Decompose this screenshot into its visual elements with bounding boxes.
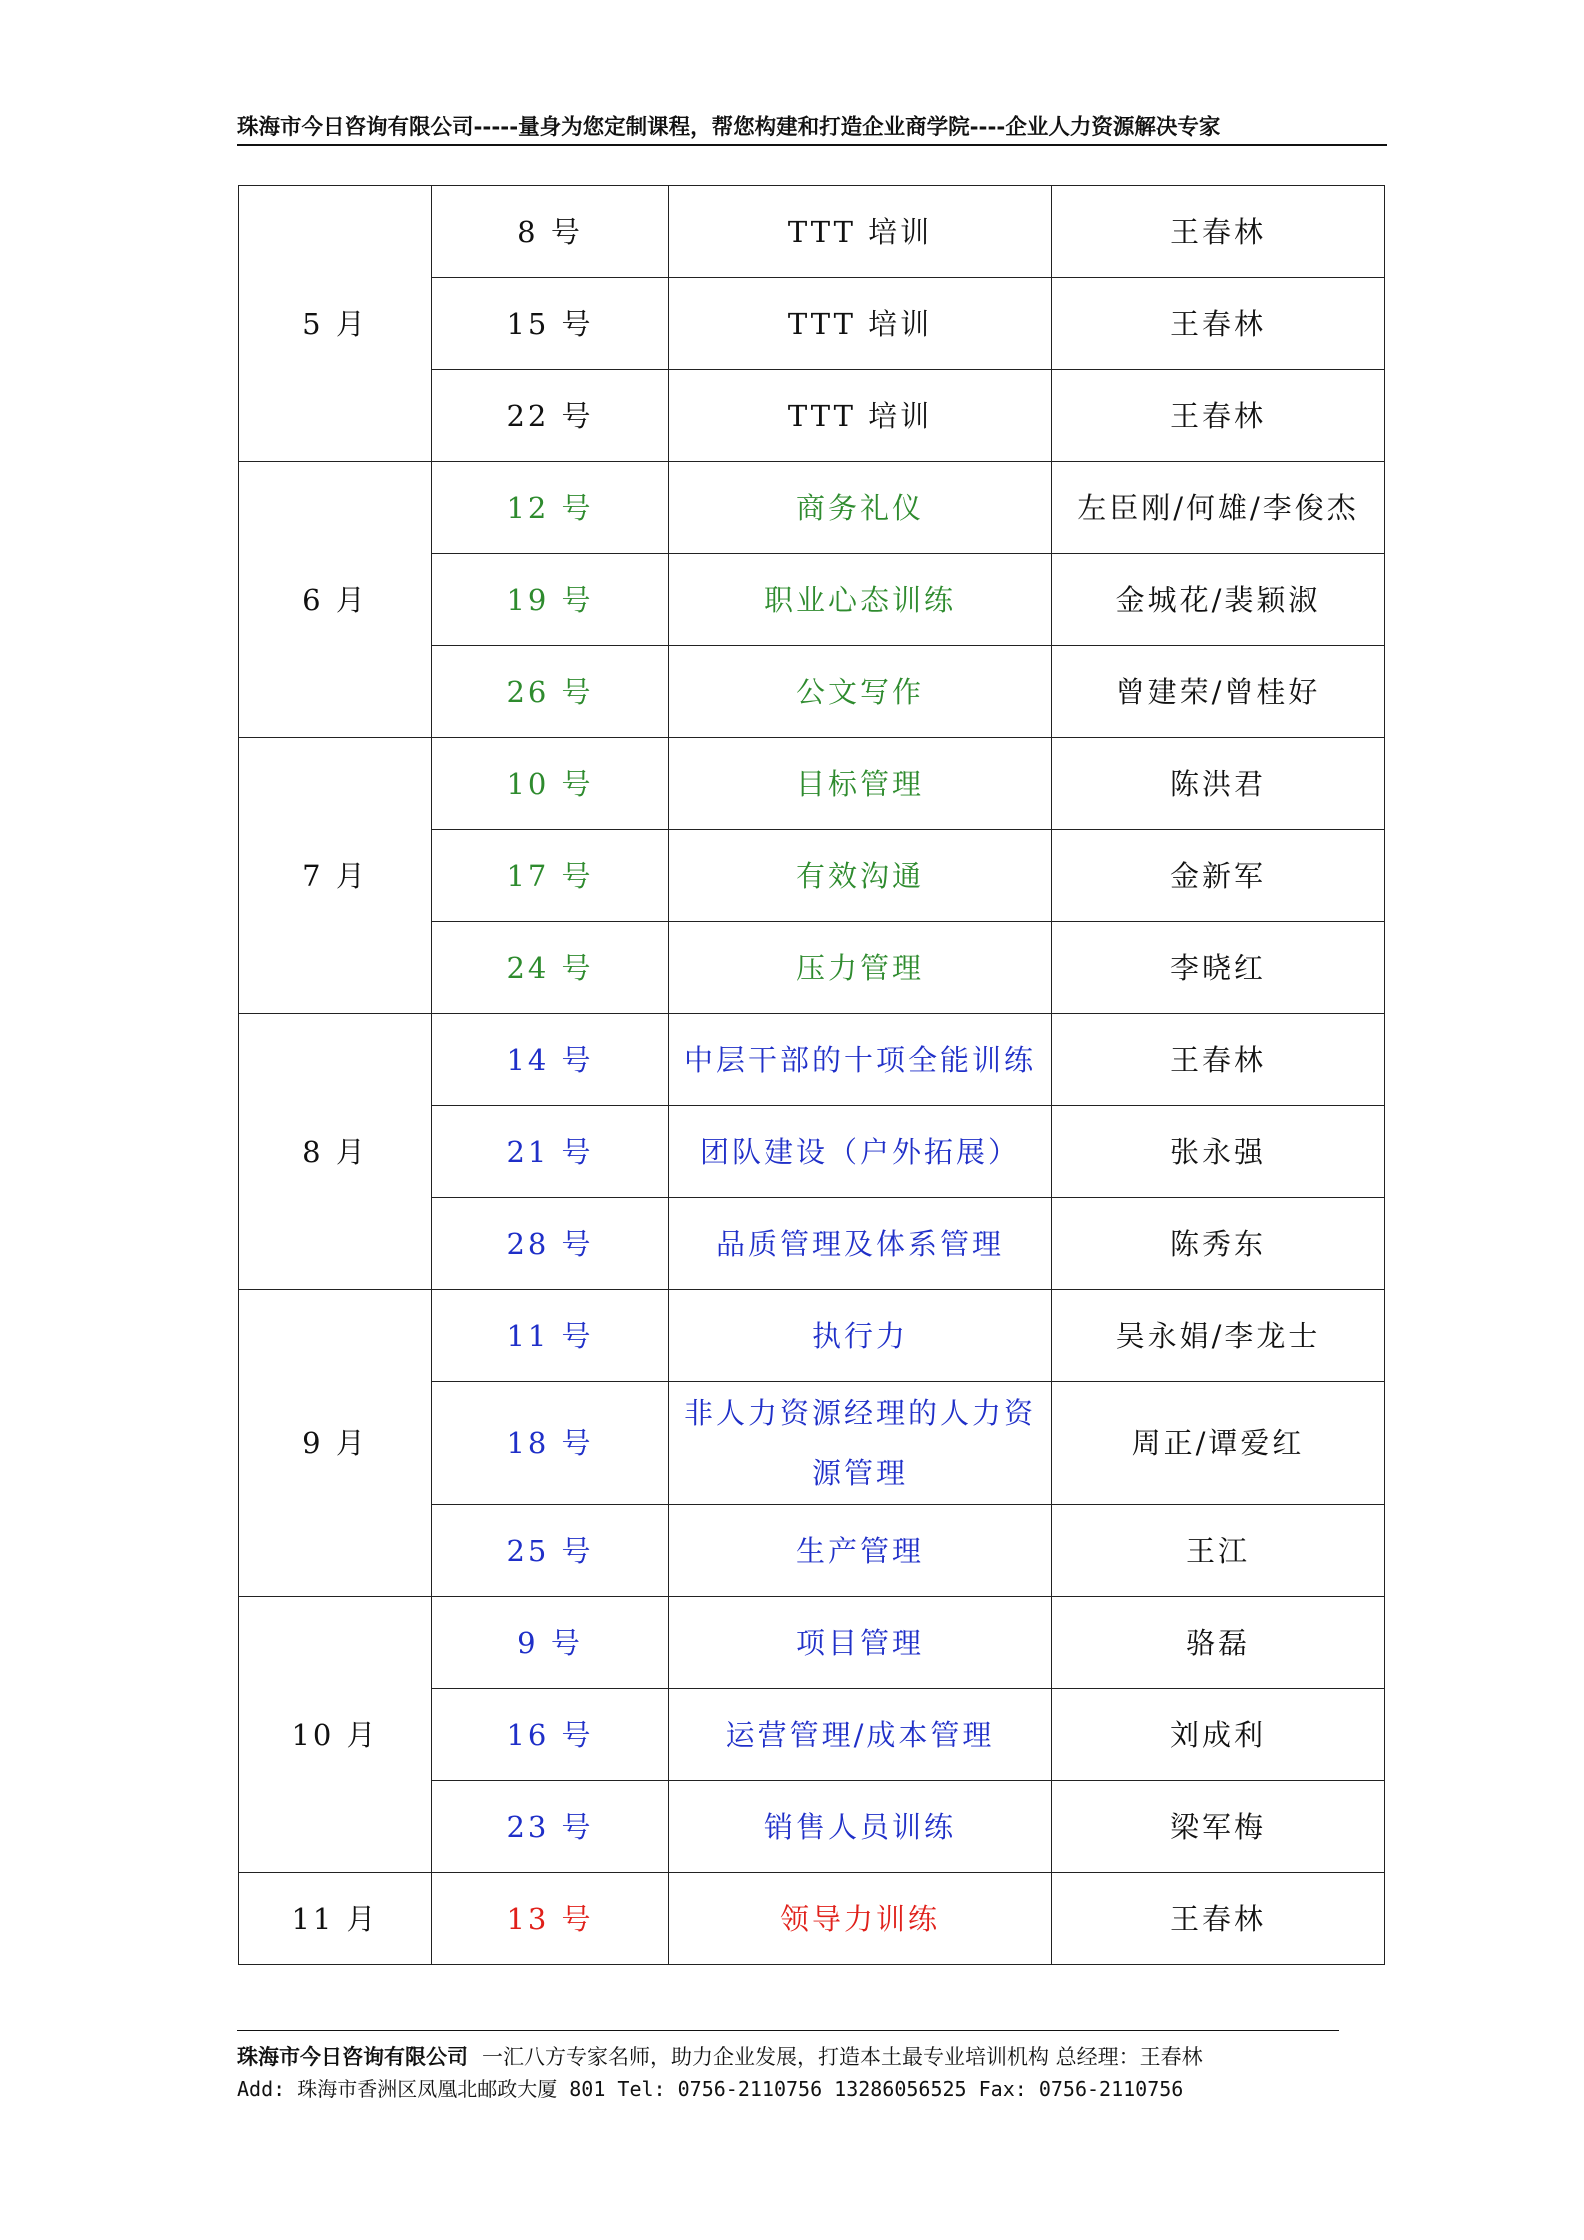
course-cell: 团队建设（户外拓展） <box>669 1106 1052 1198</box>
teacher-cell: 王春林 <box>1052 186 1385 278</box>
day-cell: 19 号 <box>432 554 669 646</box>
teacher-cell: 王江 <box>1052 1505 1385 1597</box>
day-cell: 9 号 <box>432 1597 669 1689</box>
day-cell: 12 号 <box>432 462 669 554</box>
course-cell: 领导力训练 <box>669 1873 1052 1965</box>
table-row <box>239 1873 1385 1965</box>
day-cell: 8 号 <box>432 186 669 278</box>
course-cell: 生产管理 <box>669 1505 1052 1597</box>
course-cell: 项目管理 <box>669 1597 1052 1689</box>
course-cell: 执行力 <box>669 1290 1052 1382</box>
teacher-cell: 周正/谭爱红 <box>1052 1382 1385 1505</box>
teacher-cell: 吴永娟/李龙士 <box>1052 1290 1385 1382</box>
day-cell: 11 号 <box>432 1290 669 1382</box>
teacher-cell: 金新军 <box>1052 830 1385 922</box>
course-cell: 非人力资源经理的人力资源管理 <box>669 1382 1052 1505</box>
footer-address: Add: 珠海市香洲区凤凰北邮政大厦 801 Tel: 0756-2110756 13286056525 Fax: 0756-2110756 <box>237 2077 1184 2101</box>
course-cell: TTT 培训 <box>669 186 1052 278</box>
teacher-cell: 王春林 <box>1052 278 1385 370</box>
month-cell: 9 月 <box>239 1290 432 1597</box>
teacher-cell: 陈秀东 <box>1052 1198 1385 1290</box>
course-cell: 中层干部的十项全能训练 <box>669 1014 1052 1106</box>
course-cell: 职业心态训练 <box>669 554 1052 646</box>
day-cell: 14 号 <box>432 1014 669 1106</box>
table-row <box>239 1290 1385 1382</box>
table-row <box>239 186 1385 278</box>
teacher-cell: 王春林 <box>1052 1873 1385 1965</box>
month-cell: 7 月 <box>239 738 432 1014</box>
course-cell: 压力管理 <box>669 922 1052 1014</box>
teacher-cell: 曾建荣/曾桂好 <box>1052 646 1385 738</box>
table-row <box>239 738 1385 830</box>
day-cell: 23 号 <box>432 1781 669 1873</box>
course-cell: 目标管理 <box>669 738 1052 830</box>
course-cell: TTT 培训 <box>669 278 1052 370</box>
day-cell: 25 号 <box>432 1505 669 1597</box>
month-cell: 6 月 <box>239 462 432 738</box>
teacher-cell: 张永强 <box>1052 1106 1385 1198</box>
footer-line-1 <box>237 2041 1203 2071</box>
teacher-cell: 李晓红 <box>1052 922 1385 1014</box>
day-cell: 22 号 <box>432 370 669 462</box>
month-cell: 5 月 <box>239 186 432 462</box>
day-cell: 18 号 <box>432 1382 669 1505</box>
course-cell: 有效沟通 <box>669 830 1052 922</box>
teacher-cell: 梁军梅 <box>1052 1781 1385 1873</box>
day-cell: 16 号 <box>432 1689 669 1781</box>
table-row <box>239 462 1385 554</box>
teacher-cell: 王春林 <box>1052 370 1385 462</box>
month-cell: 10 月 <box>239 1597 432 1873</box>
course-cell: 运营管理/成本管理 <box>669 1689 1052 1781</box>
course-cell: 公文写作 <box>669 646 1052 738</box>
day-cell: 26 号 <box>432 646 669 738</box>
teacher-cell: 陈洪君 <box>1052 738 1385 830</box>
day-cell: 28 号 <box>432 1198 669 1290</box>
day-cell: 17 号 <box>432 830 669 922</box>
month-cell: 8 月 <box>239 1014 432 1290</box>
teacher-cell: 刘成利 <box>1052 1689 1385 1781</box>
day-cell: 13 号 <box>432 1873 669 1965</box>
footer-company: 珠海市今日咨询有限公司 <box>237 2045 468 2069</box>
footer-divider <box>237 2030 1339 2031</box>
table-row <box>239 1014 1385 1106</box>
teacher-cell: 骆磊 <box>1052 1597 1385 1689</box>
day-cell: 24 号 <box>432 922 669 1014</box>
header-divider <box>237 144 1387 146</box>
course-cell: 销售人员训练 <box>669 1781 1052 1873</box>
teacher-cell: 王春林 <box>1052 1014 1385 1106</box>
footer-slogan: 一汇八方专家名师，助力企业发展，打造本土最专业培训机构 总经理：王春林 <box>482 2045 1203 2069</box>
course-cell: 品质管理及体系管理 <box>669 1198 1052 1290</box>
day-cell: 15 号 <box>432 278 669 370</box>
training-schedule-table <box>238 185 1385 1965</box>
teacher-cell: 左臣刚/何雄/李俊杰 <box>1052 462 1385 554</box>
day-cell: 21 号 <box>432 1106 669 1198</box>
table-row <box>239 1597 1385 1689</box>
page-header: 珠海市今日咨询有限公司-----量身为您定制课程，帮您构建和打造企业商学院----企业人力资源解决专家 <box>237 115 1221 140</box>
course-cell: 商务礼仪 <box>669 462 1052 554</box>
day-cell: 10 号 <box>432 738 669 830</box>
teacher-cell: 金城花/裴颖淑 <box>1052 554 1385 646</box>
course-cell: TTT 培训 <box>669 370 1052 462</box>
month-cell: 11 月 <box>239 1873 432 1965</box>
